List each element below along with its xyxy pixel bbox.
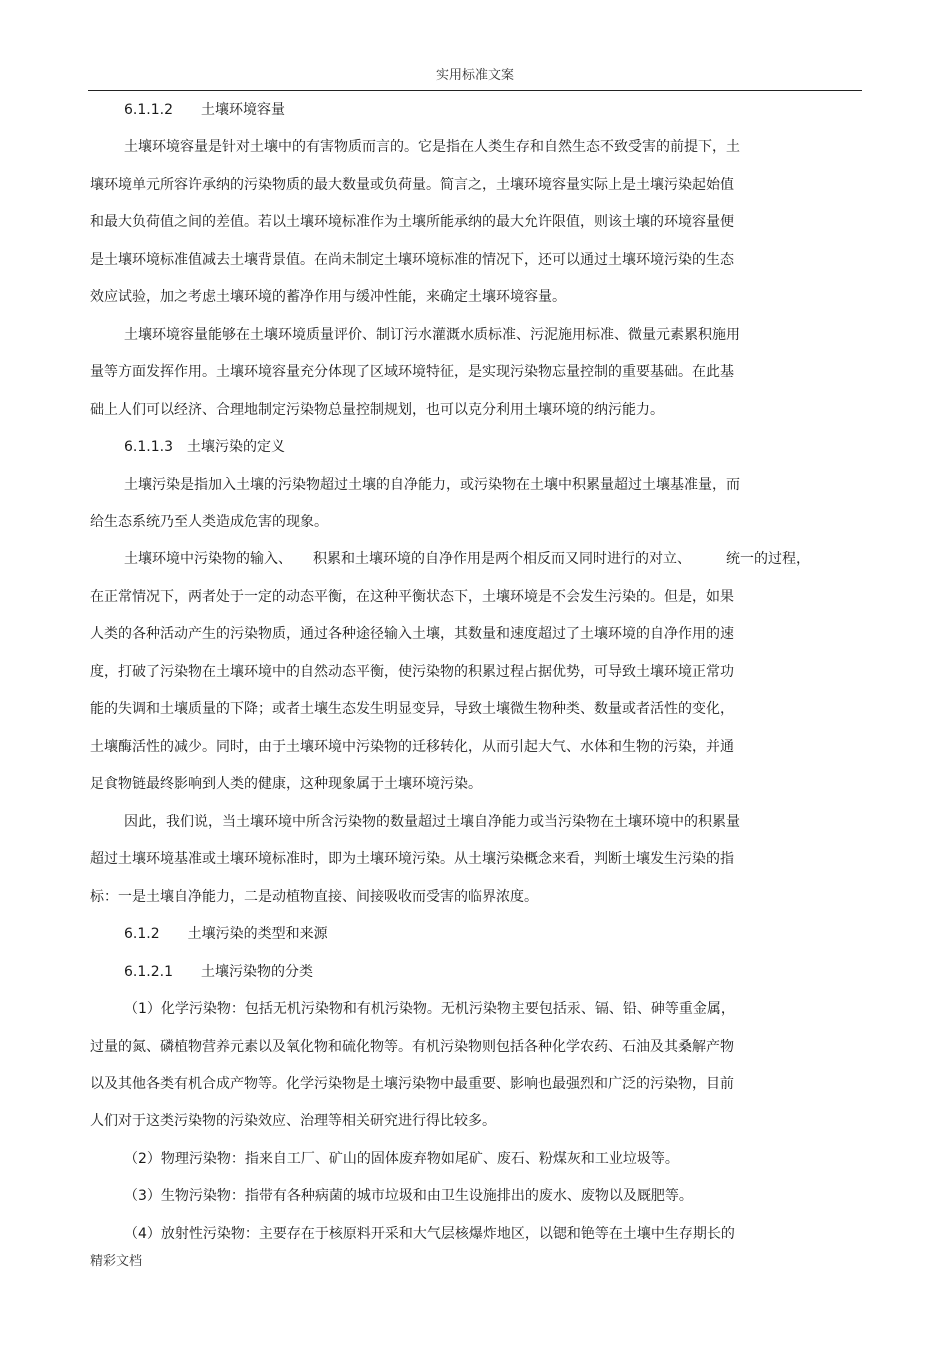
page-footer: 精彩文档 (90, 1254, 143, 1269)
text-line: 土壤环境容量是针对土壤中的有害物质而言的。它是指在人类生存和自然生态不致受害的前提下，土 (124, 139, 740, 155)
text-line: （4）放射性污染物：主要存在于核原料开采和大气层核爆炸地区，以锶和铯等在土壤中生存期长的 (124, 1226, 735, 1242)
text-line: 超过土壤环境基准或土壤环境标准时，即为土壤环境污染。从土壤污染概念来看，判断土壤发生污染的指 (90, 851, 734, 867)
text-line: 土壤酶活性的减少。同时，由于土壤环境中污染物的迁移转化，从而引起大气、水体和生物的污染，并通 (90, 739, 734, 755)
text-line: 量等方面发挥作用。土壤环境容量充分体现了区域环境特征，是实现污染物忘量控制的重要基础。在此基 (90, 364, 734, 380)
text-line: 因此，我们说，当土壤环境中所含污染物的数量超过土壤自净能力或当污染物在土壤环境中的积累量 (124, 814, 740, 830)
section-heading: 6.1.2 土壤污染的类型和来源 (124, 926, 328, 942)
text-line: 能的失调和土壤质量的下降；或者土壤生态发生明显变异，导致土壤微生物种类、数量或者活性的变化， (90, 701, 734, 717)
text-line: （2）物理污染物：指来自工厂、矿山的固体废弃物如尾矿、废石、粉煤灰和工业垃圾等。 (124, 1151, 679, 1167)
section-heading: 6.1.1.3 土壤污染的定义 (124, 439, 285, 455)
text-line: 和最大负荷值之间的差值。若以土壤环境标准作为土壤所能承纳的最大允许限值，则该土壤的环境容量便 (90, 214, 734, 230)
text-line: 足食物链最终影响到人类的健康，这种现象属于土壤环境污染。 (90, 776, 482, 792)
text-line: 土壤环境容量能够在土壤环境质量评价、制订污水灌溉水质标准、污泥施用标准、微量元素累积施用 (124, 327, 740, 343)
text-line: 效应试验，加之考虑土壤环境的蓄净作用与缓冲性能，来确定土壤环境容量。 (90, 289, 566, 305)
text-line: 给生态系统乃至人类造成危害的现象。 (90, 514, 328, 530)
text-line: 以及其他各类有机合成产物等。化学污染物是土壤污染物中最重要、影响也最强烈和广泛的污染物，目前 (90, 1076, 734, 1092)
text-line: 度，打破了污染物在土壤环境中的自然动态平衡，使污染物的积累过程占据优势，可导致土壤环境正常功 (90, 664, 734, 680)
text-line: 过量的氮、磷植物营养元素以及氧化物和硫化物等。有机污染物则包括各种化学农药、石油及其桑解产物 (90, 1039, 734, 1055)
text-line: 土壤污染是指加入土壤的污染物超过土壤的自净能力，或污染物在土壤中积累量超过土壤基准量，而 (124, 477, 740, 493)
header-title: 实用标准文案 (435, 68, 514, 83)
text-line: 标：一是土壤自净能力，二是动植物直接、间接吸收而受害的临界浓度。 (90, 889, 538, 905)
text-line: （1）化学污染物：包括无机污染物和有机污染物。无机污染物主要包括汞、镉、铅、砷等重金属， (124, 1001, 735, 1017)
text-line: （3）生物污染物：指带有各种病菌的城市垃圾和由卫生设施排出的废水、废物以及厩肥等。 (124, 1188, 693, 1204)
text-line: 础上人们可以经济、合理地制定污染物总量控制规划，也可以克分利用土壤环境的纳污能力。 (90, 402, 664, 418)
text-line: 人们对于这类污染物的污染效应、治理等相关研究进行得比较多。 (90, 1113, 496, 1129)
section-heading: 6.1.2.1 土壤污染物的分类 (124, 964, 313, 980)
text-line: 壤环境单元所容许承纳的污染物质的最大数量或负荷量。简言之，土壤环境容量实际上是土壤污染起始值 (90, 177, 734, 193)
text-line: 人类的各种活动产生的污染物质，通过各种途径输入土壤，其数量和速度超过了土壤环境的自净作用的速 (90, 626, 734, 642)
text-line: 在正常情况下，两者处于一定的动态平衡，在这种平衡状态下，土壤环境是不会发生污染的。但是，如果 (90, 589, 734, 605)
section-heading: 6.1.1.2 土壤环境容量 (124, 102, 285, 118)
header-rule (88, 90, 862, 91)
text-line: 土壤环境中污染物的输入、 积累和土壤环境的自净作用是两个相反而又同时进行的对立、 统一的过程， (124, 551, 810, 567)
text-line: 是土壤环境标准值减去土壤背景值。在尚未制定土壤环境标准的情况下，还可以通过土壤环境污染的生态 (90, 252, 734, 268)
